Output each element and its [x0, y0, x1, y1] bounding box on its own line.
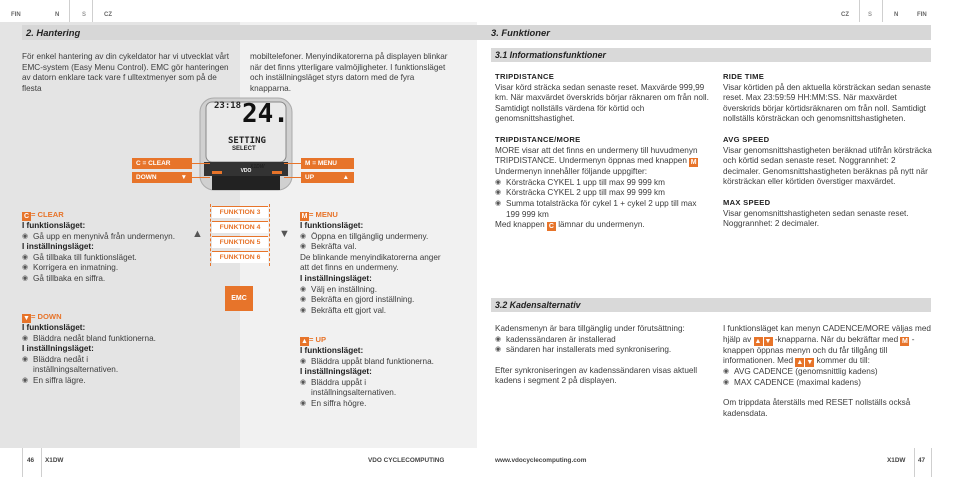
down-key-icon: ▼ [806, 359, 814, 367]
cadence-condition: ◉ sändaren har installerats med synkronisering. [495, 345, 705, 356]
connector-line [192, 177, 210, 178]
menu-title: = MENU [309, 210, 338, 219]
cadence-reset-note: Om trippdata återställs med RESET nollställs också kadensdata. [723, 398, 911, 418]
function-item-4[interactable]: FUNKTION 4 [212, 221, 268, 233]
up-key-icon: ▲ [796, 359, 804, 367]
subsection-title-info: 3.1 Informationsfunktioner [491, 48, 931, 62]
cadence-option: ◉ AVG CADENCE (genomsnittlig kadens) [723, 367, 933, 378]
cadence-intro: Kadensmenyn är bara tillgänglig under förutsättning: [495, 324, 685, 333]
up-func-mode: I funktionsläget: [300, 346, 364, 355]
triangle-down-icon: ▼ [180, 174, 187, 181]
cadence-p1b: -knapparna. När du bekräftar med [774, 334, 899, 344]
cadence-p1c: -knappen öppnas menyn och du får tillgång till informationen. Med [723, 334, 915, 366]
footer-model: X1DW [45, 457, 64, 464]
button-c-marker[interactable] [212, 171, 222, 174]
down-key-icon: ▼ [23, 315, 30, 322]
m-key-icon: M [902, 337, 908, 345]
menu-set-item: ◉ Bekräfta en gjord inställning. [300, 295, 450, 306]
up-set-item: ◉ Bläddra uppåt i inställningsalternativen. [300, 378, 420, 399]
footer-divider [914, 448, 915, 477]
footer-brand: VDO CYCLECOMPUTING [368, 457, 445, 464]
tripdistance-more-text2: Undermenyn innehåller följande uppgifter: [495, 167, 648, 177]
device-line1: SETTING [228, 136, 266, 146]
page-number: 47 [918, 457, 926, 464]
max-speed-text: Visar genomsnittshastigheten sedan senaste reset. Noggrannhet: 2 decimaler. [723, 208, 909, 229]
device-brand: VDO [240, 168, 252, 174]
footer-model: X1DW [887, 457, 906, 464]
tab-n[interactable]: N [894, 12, 899, 18]
label-up [301, 172, 354, 183]
max-speed-label: MAX SPEED [723, 197, 771, 207]
submenu-exit-text [495, 220, 709, 231]
emc-logo: EMC [225, 286, 253, 311]
footer-divider [22, 448, 23, 477]
down-title: = DOWN [31, 312, 62, 321]
tab-divider [69, 0, 70, 22]
menu-heading [300, 210, 450, 221]
connector-line [284, 177, 301, 178]
clear-heading [22, 210, 212, 221]
connector-line [284, 163, 301, 164]
cadence-outro: Efter synkroniseringen av kadenssändaren visas aktuell kadens i segment 2 på displayen. [495, 365, 698, 386]
c-key-icon: C [23, 213, 30, 220]
down-set-item: ◉ Bläddra nedåt i inställningsalternativen. [22, 355, 152, 376]
up-title: = UP [309, 335, 327, 344]
tab-fin[interactable]: FIN [917, 12, 927, 18]
down-set-mode: I inställningsläget: [22, 344, 94, 354]
tab-fin[interactable]: FIN [11, 12, 21, 18]
section-title: 2. Hantering [22, 25, 477, 40]
down-func-item: ◉ Bläddra nedåt bland funktionerna. [22, 334, 212, 345]
tab-divider [882, 0, 883, 22]
m-key-icon: M [301, 213, 308, 220]
button-m-marker[interactable] [272, 171, 282, 174]
right-page [477, 0, 954, 477]
cadence-option: ◉ MAX CADENCE (maximal kadens) [723, 378, 933, 389]
tab-s[interactable]: S [868, 12, 873, 18]
up-set-mode: I inställningsläget: [300, 367, 372, 377]
clear-set-item: ◉ Gå tillbaka till funktionsläget. [22, 253, 212, 264]
tripdistance-more-text1: MORE visar att det finns en undermeny till huvudmenyn TRIPDISTANCE. Undermenyn öppnas med knappen [495, 145, 698, 166]
tripdistance-more-text [495, 146, 709, 168]
submenu-item: ◉ Körsträcka CYKEL 2 upp till max 99 999 km [495, 188, 709, 199]
cadence-p1d: kommer du till: [816, 356, 870, 366]
intro-text-2: mobiltelefoner. Menyindikatorerna på displayen blinkar när det finns ytterligare valmöjligheter. I funktionsläget och inställningsläget styrs datorn med de fyra knapparna. [250, 52, 448, 93]
up-key-icon: ▲ [301, 338, 308, 345]
info-col-2 [723, 72, 933, 230]
page-number: 46 [27, 457, 35, 464]
tab-cz[interactable]: CZ [104, 12, 112, 18]
menu-note: De blinkande menyindikatorerna anger att det finns en undermeny. [300, 252, 441, 273]
intro-text-1: För enkel hantering av din cykeldator har vi utvecklat vårt EMC-system (Easy Menu Control). EMC gör hanteringen av datorn enklare tack vare f ulltextmenyer som på de flesta [22, 52, 230, 93]
cadence-p1a: I funktionsläget kan menyn CADENCE/MORE väljas med hjälp av [723, 324, 931, 344]
down-heading [22, 312, 212, 323]
cadence-instructions [723, 324, 933, 367]
tab-cz[interactable]: CZ [841, 12, 849, 18]
footer-divider [931, 448, 932, 477]
clear-func-mode: I funktionsläget: [22, 221, 86, 230]
up-set-item: ◉ En siffra högre. [300, 399, 450, 410]
label-down-text: DOWN [136, 174, 157, 181]
arrow-up-icon: ▲ [192, 228, 203, 240]
submenu-item: ◉ Körsträcka CYKEL 1 upp till max 99 999 km [495, 178, 709, 189]
down-func-mode: I funktionsläget: [22, 323, 86, 332]
tab-n[interactable]: N [55, 12, 60, 18]
device-line2: SELECT [232, 146, 256, 152]
menu-set-mode: I inställningsläget: [300, 273, 372, 283]
exit-pre: Med knappen [495, 220, 545, 230]
up-key-icon: ▲ [754, 337, 762, 345]
subsection-title-cadence: 3.2 Kadensalternativ [491, 298, 931, 312]
label-up-text: UP [305, 174, 315, 181]
menu-func-mode: I funktionsläget: [300, 221, 364, 230]
label-m-menu: M = MENU [301, 158, 354, 169]
tripdistance-label: TRIPDISTANCE [495, 72, 555, 81]
menu-func-item: ◉ Öppna en tillgänglig undermeny. [300, 232, 450, 243]
menu-set-item: ◉ Bekräfta ett gjort val. [300, 306, 450, 317]
avg-speed-label: AVG SPEED [723, 134, 770, 144]
m-key-icon: M [690, 159, 697, 167]
triangle-up-icon: ▲ [342, 174, 349, 181]
exit-post: lämnar du undermenyn. [558, 220, 645, 230]
menu-block [300, 210, 450, 316]
up-heading [300, 335, 450, 346]
device-main-digits: 24. [242, 99, 289, 129]
tab-divider [859, 0, 860, 22]
ride-time-label: RIDE TIME [723, 72, 765, 81]
ride-time-text: Visar körtiden på den aktuella körsträckan sedan senaste reset. Max 23:59:59 HH:MM:SS. När maxvärdet överskrids börjar körtidsräknaren om från noll. Samtidigt nollställs körsträckan och genomsnittshastigheten. [723, 82, 931, 124]
tripdistance-text: Visar körd sträcka sedan senaste reset. Maxvärde 999,99 km. När maxvärdet överskrids börjar räknaren om från noll. Samtidigt nollställs värdena för körtid och genomsnittshastighet. [495, 82, 709, 124]
arrow-down-icon: ▼ [279, 228, 290, 240]
avg-speed-text: Visar genomsnittshastigheten beräknad utifrån körsträcka och körtid sedan senaste reset. Noggrannhet: 2 decimaler. Genomsnittshastigheten beräknas på nytt när körsträckan eller körtiden överstiger maxvärdet. [723, 145, 932, 187]
down-key-icon: ▼ [764, 337, 772, 345]
tripdistance-more-label: TRIPDISTANCE/MORE [495, 134, 581, 144]
device-model: X1DW [250, 164, 265, 170]
cadence-condition: ◉ kadenssändaren är installerad [495, 335, 705, 346]
footer-divider [41, 448, 42, 477]
info-col-1 [495, 72, 709, 231]
up-block [300, 335, 450, 410]
function-item-5[interactable]: FUNKTION 5 [212, 236, 268, 248]
menu-func-item: ◉ Bekräfta val. [300, 242, 450, 253]
function-item-3[interactable]: FUNKTION 3 [212, 206, 268, 218]
clear-title: = CLEAR [31, 210, 64, 219]
clear-set-item: ◉ Korrigera en inmatning. [22, 263, 212, 274]
cadence-col-1 [495, 324, 705, 387]
top-strip [0, 0, 477, 22]
cadence-col-2 [723, 324, 933, 420]
clear-func-item: ◉ Gå upp en menynivå från undermenyn. [22, 232, 212, 243]
down-block [22, 312, 212, 387]
connector-line [192, 163, 210, 164]
up-func-item: ◉ Bläddra uppåt bland funktionerna. [300, 357, 450, 368]
section-title: 3. Funktioner [477, 25, 931, 40]
label-down [132, 172, 192, 183]
function-item-6[interactable]: FUNKTION 6 [212, 251, 268, 263]
footer-url[interactable]: www.vdocyclecomputing.com [495, 457, 587, 464]
clear-set-item: ◉ Gå tillbaka en siffra. [22, 274, 212, 285]
submenu-item: ◉ Summa totalsträcka för cykel 1 + cykel 2 upp till max 199 999 km [495, 199, 709, 220]
device-top-digits: 23:18 [214, 101, 242, 111]
label-c-clear: C = CLEAR [132, 158, 192, 169]
down-set-item: ◉ En siffra lägre. [22, 376, 212, 387]
menu-set-item: ◉ Välj en inställning. [300, 285, 450, 296]
tab-s[interactable]: S [82, 12, 87, 18]
tab-divider [92, 0, 93, 22]
c-key-icon: C [548, 223, 554, 231]
clear-block [22, 210, 212, 285]
clear-set-mode: I inställningsläget: [22, 242, 94, 252]
